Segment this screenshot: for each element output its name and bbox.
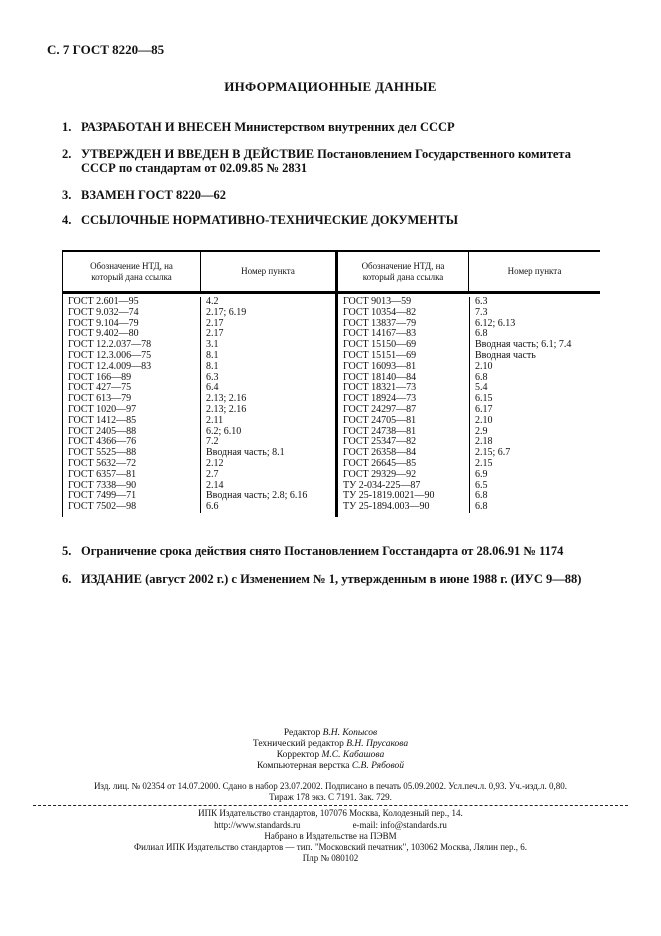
printer-branch: Филиал ИПК Издательство стандартов — тип. "Московский печатник", 103062 Москва, Лялин пер., 6. xyxy=(133,841,528,852)
ntd-designation-cell: ГОСТ 26358—84 xyxy=(343,448,417,459)
table-row xyxy=(63,308,335,319)
item-number: 1. xyxy=(62,120,72,134)
ntd-designation-cell: ГОСТ 18140—84 xyxy=(343,372,417,383)
clause-number-cell: 2.18 xyxy=(469,437,601,448)
ntd-designation-cell: ГОСТ 24705—81 xyxy=(343,415,417,426)
ntd-designation-cell: ГОСТ 7338—90 xyxy=(68,480,137,491)
ntd-designation-cell: ГОСТ 6357—81 xyxy=(68,469,137,480)
clause-number-cell: 6.2; 6.10 xyxy=(200,427,335,438)
item-number: 5. xyxy=(62,543,72,558)
ntd-designation-cell: ТУ 25-1894.003—90 xyxy=(343,502,430,513)
clause-number-cell: 2.7 xyxy=(200,470,335,481)
column-header-punkt: Номер пункта xyxy=(200,252,335,291)
credit-name: В.Н. Прусакова xyxy=(346,738,409,749)
item-term-limit xyxy=(62,544,603,558)
table-row xyxy=(63,481,335,492)
ntd-designation-cell: ГОСТ 1412—85 xyxy=(68,415,137,426)
table-row xyxy=(338,448,601,459)
ntd-designation-cell: ГОСТ 13837—79 xyxy=(343,318,417,329)
clause-number-cell: 2.12 xyxy=(200,459,335,470)
clause-number-cell: 4.2 xyxy=(200,297,335,308)
publisher-website: http://www.standards.ru xyxy=(214,819,301,830)
ntd-designation-cell: ГОСТ 18924—73 xyxy=(343,394,417,405)
table-row xyxy=(338,329,601,340)
ntd-designation-cell: ГОСТ 10354—82 xyxy=(343,307,417,318)
print-license-number: Плр № 080102 xyxy=(302,853,359,864)
ntd-designation-cell: ГОСТ 7502—98 xyxy=(68,502,137,513)
table-row xyxy=(338,308,601,319)
clause-number-cell: 6.3 xyxy=(200,373,335,384)
clause-number-cell: 2.14 xyxy=(200,481,335,492)
clause-number-cell: 6.8 xyxy=(469,373,601,384)
item-text: ИЗДАНИЕ (август 2002 г.) с Изменением № 1, утвержденным в июне 1988 г. (ИУС 9—88) xyxy=(81,571,582,586)
page-header: С. 7 ГОСТ 8220—85 xyxy=(47,42,165,57)
credit-name: В.Н. Копысов xyxy=(322,727,378,738)
ntd-designation-cell: ГОСТ 18321—73 xyxy=(343,383,417,394)
table-body xyxy=(63,294,600,517)
credit-line xyxy=(0,728,661,739)
clause-number-cell: 6.8 xyxy=(469,491,601,502)
ntd-designation-cell: ГОСТ 12.3.006—75 xyxy=(68,350,152,361)
ntd-designation-cell: ГОСТ 5525—88 xyxy=(68,448,137,459)
table-row xyxy=(63,351,335,362)
table-row xyxy=(338,319,601,330)
clause-number-cell: 6.8 xyxy=(469,329,601,340)
clause-number-cell: Вводная часть; 2.8; 6.16 xyxy=(200,491,335,502)
contacts-line xyxy=(33,820,628,831)
clause-number-cell: 6.9 xyxy=(469,470,601,481)
table-row xyxy=(63,459,335,470)
table-row xyxy=(63,394,335,405)
ntd-designation-cell: ГОСТ 7499—71 xyxy=(68,491,137,502)
column-header-ntd: Обозначение НТД, на который дана ссылка xyxy=(90,260,173,282)
clause-number-cell: 6.3 xyxy=(469,297,601,308)
item-reference-docs xyxy=(62,213,603,227)
clause-number-cell: 6.4 xyxy=(200,383,335,394)
table-row xyxy=(338,394,601,405)
table-row xyxy=(63,340,335,351)
ntd-designation-cell: ГОСТ 29329—92 xyxy=(343,469,417,480)
ntd-designation-cell: ГОСТ 4366—76 xyxy=(68,437,137,448)
item-text: ВЗАМЕН ГОСТ 8220—62 xyxy=(81,188,226,202)
clause-number-cell: 5.4 xyxy=(469,383,601,394)
credit-role: Корректор xyxy=(276,749,320,760)
table-row xyxy=(63,373,335,384)
table-left-half xyxy=(63,294,335,517)
credit-role: Компьютерная верстка xyxy=(257,760,350,771)
ntd-designation-cell: ГОСТ 166—89 xyxy=(68,372,132,383)
table-row xyxy=(338,383,601,394)
ntd-designation-cell: ГОСТ 14167—83 xyxy=(343,329,417,340)
table-right-half xyxy=(335,294,601,517)
clause-number-cell: 2.15; 6.7 xyxy=(469,448,601,459)
item-text: РАЗРАБОТАН И ВНЕСЕН Министерством внутренних дел СССР xyxy=(81,120,455,134)
ntd-designation-cell: ГОСТ 2405—88 xyxy=(68,426,137,437)
table-row xyxy=(338,481,601,492)
credit-line xyxy=(0,739,661,750)
clause-number-cell: 7.3 xyxy=(469,308,601,319)
clause-number-cell: 8.1 xyxy=(200,362,335,373)
ntd-designation-cell: ГОСТ 25347—82 xyxy=(343,437,417,448)
item-number: 2. xyxy=(62,147,72,161)
imprint-block xyxy=(33,781,628,864)
table-row xyxy=(63,319,335,330)
item-replaces xyxy=(62,188,603,202)
credit-name: С.В. Рябовой xyxy=(351,760,404,771)
item-text: Ограничение срока действия снято Постановлением Госстандарта от 28.06.91 № 1174 xyxy=(81,543,564,558)
clause-number-cell: 6.6 xyxy=(200,502,335,513)
publisher-address: ИПК Издательство стандартов, 107076 Москва, Колодезный пер., 14. xyxy=(198,808,463,819)
publisher-email: e-mail: info@standards.ru xyxy=(352,819,447,830)
clause-number-cell: 6.8 xyxy=(469,502,601,513)
table-row xyxy=(338,437,601,448)
column-header-ntd: Обозначение НТД, на который дана ссылка xyxy=(335,252,468,291)
table-row xyxy=(338,427,601,438)
clause-number-cell: 2.11 xyxy=(200,416,335,427)
clause-number-cell: 2.17; 6.19 xyxy=(200,308,335,319)
table-row xyxy=(63,502,335,513)
item-number: 4. xyxy=(62,213,72,227)
dashed-separator xyxy=(33,805,628,806)
item-text: УТВЕРЖДЕН И ВВЕДЕН В ДЕЙСТВИЕ Постановлением Государственного комитета СССР по стандартам от 02.09.85 № 2831 xyxy=(81,147,571,175)
table-row xyxy=(63,437,335,448)
ntd-designation-cell: ГОСТ 24297—87 xyxy=(343,404,417,415)
table-row xyxy=(63,416,335,427)
ntd-designation-cell: ТУ 25-1819.0021—90 xyxy=(343,491,435,502)
ntd-designation-cell: ГОСТ 2.601—95 xyxy=(68,297,139,307)
clause-number-cell: 2.15 xyxy=(469,459,601,470)
clause-number-cell: 7.2 xyxy=(200,437,335,448)
ntd-designation-cell: ТУ 2-034-225—87 xyxy=(343,480,421,491)
ntd-designation-cell: ГОСТ 613—79 xyxy=(68,394,132,405)
credit-line xyxy=(0,761,661,772)
item-number: 3. xyxy=(62,188,72,202)
table-row xyxy=(338,405,601,416)
clause-number-cell: 6.12; 6.13 xyxy=(469,319,601,330)
clause-number-cell: 8.1 xyxy=(200,351,335,362)
table-row xyxy=(338,340,601,351)
clause-number-cell: 2.17 xyxy=(200,319,335,330)
ntd-designation-cell: ГОСТ 427—75 xyxy=(68,383,132,394)
table-row xyxy=(63,470,335,481)
ntd-designation-cell: ГОСТ 12.2.037—78 xyxy=(68,340,152,351)
imprint-print-run: Тираж 178 экз. С 7191. Зак. 729. xyxy=(269,792,392,803)
table-row xyxy=(338,502,601,513)
item-developed xyxy=(62,120,603,134)
typeset-note: Набрано в Издательстве на ПЭВМ xyxy=(264,830,397,841)
ntd-designation-cell: ГОСТ 9.104—79 xyxy=(68,318,139,329)
credit-line xyxy=(0,750,661,761)
table-row xyxy=(338,373,601,384)
ntd-designation-cell: ГОСТ 15150—69 xyxy=(343,340,417,351)
imprint-license-line: Изд. лиц. № 02354 от 14.07.2000. Сдано в набор 23.07.2002. Подписано в печать 05.09.2002. Усл.печ.л. 0,93. Уч.-изд.л. 0,80. xyxy=(93,780,568,791)
item-approved xyxy=(62,147,603,175)
clause-number-cell: 3.1 xyxy=(200,340,335,351)
table-header-row xyxy=(63,252,600,294)
clause-number-cell: 2.10 xyxy=(469,416,601,427)
table-row xyxy=(63,297,335,308)
table-row xyxy=(63,491,335,502)
item-edition xyxy=(62,572,603,586)
clause-number-cell: 2.9 xyxy=(469,427,601,438)
table-row xyxy=(63,427,335,438)
ntd-designation-cell: ГОСТ 24738—81 xyxy=(343,426,417,437)
table-row xyxy=(63,405,335,416)
table-row xyxy=(338,470,601,481)
doc-title: ИНФОРМАЦИОННЫЕ ДАННЫЕ xyxy=(224,79,437,94)
table-row xyxy=(338,351,601,362)
ntd-designation-cell: ГОСТ 9.032—74 xyxy=(68,307,139,318)
colophon xyxy=(0,728,661,864)
table-row xyxy=(63,362,335,373)
ntd-designation-cell: ГОСТ 5632—72 xyxy=(68,458,137,469)
credit-role: Технический редактор xyxy=(252,738,344,749)
table-row xyxy=(338,459,601,470)
table-row xyxy=(338,416,601,427)
item-text: ССЫЛОЧНЫЕ НОРМАТИВНО-ТЕХНИЧЕСКИЕ ДОКУМЕНТЫ xyxy=(81,213,458,227)
table-row xyxy=(338,362,601,373)
clause-number-cell: 2.13; 2.16 xyxy=(200,394,335,405)
credits-block xyxy=(0,728,661,772)
clause-number-cell: 6.17 xyxy=(469,405,601,416)
clause-number-cell: 2.13; 2.16 xyxy=(200,405,335,416)
ntd-designation-cell: ГОСТ 12.4.009—83 xyxy=(68,361,152,372)
credit-role: Редактор xyxy=(283,727,321,738)
clause-number-cell: Вводная часть; 8.1 xyxy=(200,448,335,459)
credit-name: М.С. Кабашова xyxy=(321,749,385,760)
ntd-designation-cell: ГОСТ 9.402—80 xyxy=(68,329,139,340)
table-row xyxy=(338,491,601,502)
item-number: 6. xyxy=(62,571,72,586)
ntd-designation-cell: ГОСТ 1020—97 xyxy=(68,404,137,415)
references-table xyxy=(62,250,600,517)
clause-number-cell: Вводная часть xyxy=(469,351,601,362)
ntd-designation-cell: ГОСТ 26645—85 xyxy=(343,458,417,469)
table-row xyxy=(63,383,335,394)
table-row xyxy=(63,329,335,340)
ntd-designation-cell: ГОСТ 15151—69 xyxy=(343,350,417,361)
clause-number-cell: Вводная часть; 6.1; 7.4 xyxy=(469,340,601,351)
table-row xyxy=(63,448,335,459)
ntd-designation-cell: ГОСТ 9013—59 xyxy=(343,297,412,307)
document-content xyxy=(62,120,603,586)
table-row xyxy=(338,297,601,308)
clause-number-cell: 2.17 xyxy=(200,329,335,340)
column-header-punkt: Номер пункта xyxy=(468,252,600,291)
clause-number-cell: 6.5 xyxy=(469,481,601,492)
ntd-designation-cell: ГОСТ 16093—81 xyxy=(343,361,417,372)
clause-number-cell: 6.15 xyxy=(469,394,601,405)
clause-number-cell: 2.10 xyxy=(469,362,601,373)
